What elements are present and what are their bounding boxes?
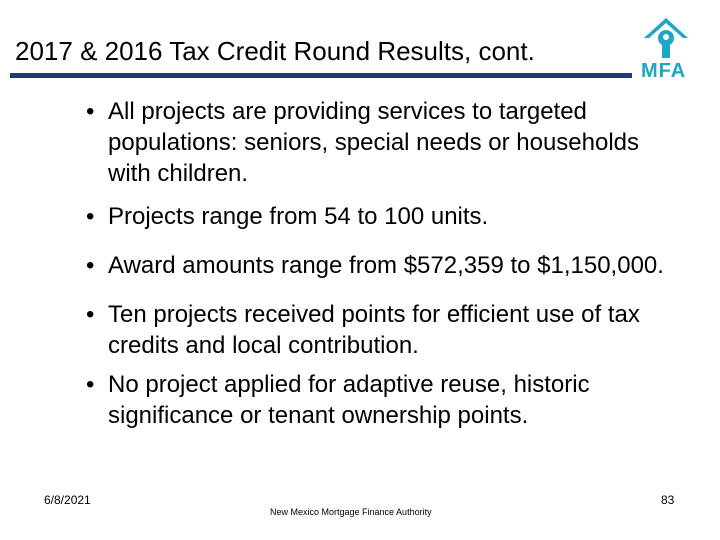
bullet-item: • All projects are providing services to targeted populations: seniors, special needs or households with children. [86,96,686,189]
mfa-logo-text: MFA [641,60,687,82]
bullet-list [86,96,686,431]
page-number: 83 [661,493,675,507]
bullet-item: • Award amounts range from $572,359 to $1,150,000. [86,250,686,281]
footer-date: 6/8/2021 [44,493,91,507]
slide-title: 2017 & 2016 Tax Credit Round Results, cont. [15,36,535,66]
bullet-item: • No project applied for adaptive reuse, historic significance or tenant ownership points. [86,369,686,431]
footer-organization: New Mexico Mortgage Finance Authority [270,507,432,517]
title-underline [10,73,632,78]
bullet-item: • Projects range from 54 to 100 units. [86,201,686,232]
bullet-item: • Ten projects received points for efficient use of tax credits and local contribution. [86,299,686,361]
